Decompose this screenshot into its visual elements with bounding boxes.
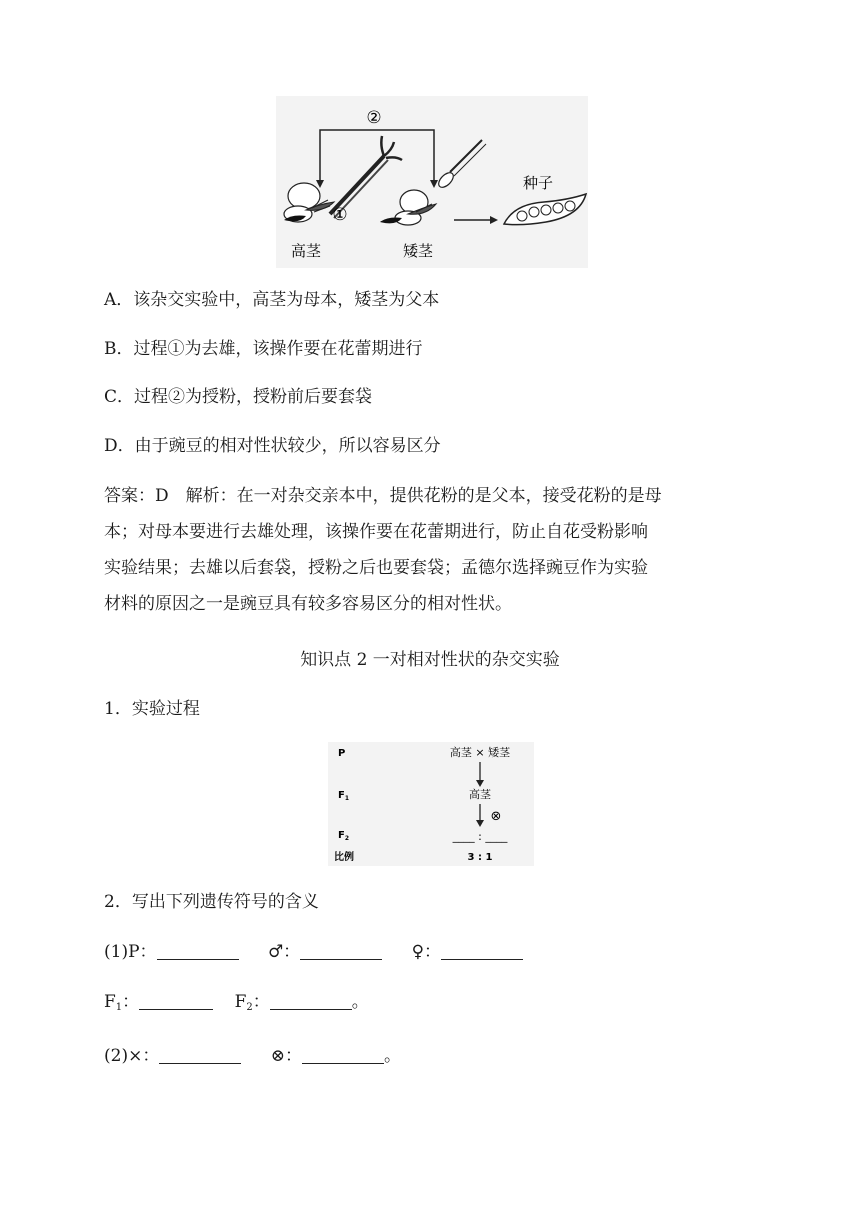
q1-female-label: ♀：: [411, 942, 442, 962]
short-flower-icon: [380, 190, 436, 225]
option-a: A．该杂交实验中，高茎为母本，矮茎为父本: [104, 290, 440, 310]
q1-female-blank[interactable]: [441, 941, 523, 960]
q1-f2-label: $F_2$：: [234, 992, 270, 1013]
q1-p-prefix: (1)P：: [104, 942, 157, 962]
tall-flower-icon: [284, 183, 334, 222]
row-f2-label: $F_2$: [338, 830, 350, 842]
q2-cross-label: (2)×：: [104, 1046, 160, 1066]
f1-to-f2-arrowhead: [476, 820, 484, 827]
section-heading: 知识点 2 一对相对性状的杂交实验: [300, 650, 560, 670]
q1-male-label: ♂：: [267, 942, 301, 962]
option-d: D．由于豌豆的相对性状较少，所以容易区分: [104, 436, 441, 456]
item-1-label: 1．实验过程: [104, 699, 200, 719]
q1-male-blank[interactable]: [300, 941, 382, 960]
question-2-row: [104, 1044, 401, 1068]
q1-end: 。: [351, 992, 369, 1012]
answer-line-2: 本；对母本要进行去雄处理，该操作要在花蕾期进行，防止自花受粉影响: [104, 522, 648, 542]
q1-f1-blank[interactable]: [139, 991, 213, 1010]
q1-f1-label: $F_1$：: [104, 992, 140, 1013]
bracket-arrowhead-right: [430, 180, 438, 188]
q1-f2-blank[interactable]: [270, 991, 352, 1010]
cross-diagram-svg: [328, 742, 534, 866]
bracket-arrowhead-left: [316, 180, 324, 188]
seed-label: 种子: [522, 174, 554, 192]
hybridization-figure: [276, 96, 588, 268]
row-f1-label: $F_1$: [338, 790, 350, 802]
question-1-row-1: [104, 940, 523, 964]
answer-line-1: 答案：D 解析：在一对杂交亲本中，提供花粉的是父本，接受花粉的是母: [104, 486, 662, 506]
p-to-f1-arrowhead: [476, 780, 484, 787]
q2-self-label: ⊗：: [270, 1046, 302, 1066]
f1-value: 高茎: [469, 788, 491, 801]
option-c: C．过程②为授粉，授粉前后要套袋: [104, 387, 373, 407]
answer-explanation: [104, 478, 764, 622]
row-p-label: P: [338, 748, 346, 759]
q2-cross-blank[interactable]: [159, 1045, 241, 1064]
row-ratio-label: 比例: [334, 852, 354, 863]
cross-diagram: [328, 742, 534, 866]
f2-blanks: ____ : ____: [452, 830, 508, 843]
answer-line-4: 材料的原因之一是豌豆具有较多容易区分的相对性状。: [104, 594, 512, 614]
option-b: B．过程①为去雄，该操作要在花蕾期进行: [104, 339, 423, 359]
answer-line-3: 实验结果；去雄以后套袋，授粉之后也要套袋；孟德尔选择豌豆作为实验: [104, 558, 648, 578]
brush-icon: [436, 140, 486, 190]
process-arrowhead: [490, 216, 498, 224]
ratio-value: 3 : 1: [467, 852, 493, 863]
seed-pod-icon: [504, 194, 586, 225]
process-2-label: ②: [366, 108, 382, 128]
process-1-label: ①: [332, 205, 348, 225]
q2-self-blank[interactable]: [302, 1045, 384, 1064]
self-pollination-symbol: ⊗: [490, 809, 502, 824]
short-stem-label: 矮茎: [402, 242, 434, 260]
p-cross-text: 高茎 × 矮茎: [449, 746, 511, 759]
q1-p-blank[interactable]: [157, 941, 239, 960]
q2-end: 。: [383, 1046, 401, 1066]
tall-stem-label: 高茎: [290, 242, 322, 260]
pollen-transfer-bracket: [320, 130, 434, 184]
item-2-label: 2．写出下列遗传符号的含义: [104, 892, 319, 912]
question-1-row-2: [104, 990, 369, 1020]
hybridization-diagram: [276, 96, 588, 268]
